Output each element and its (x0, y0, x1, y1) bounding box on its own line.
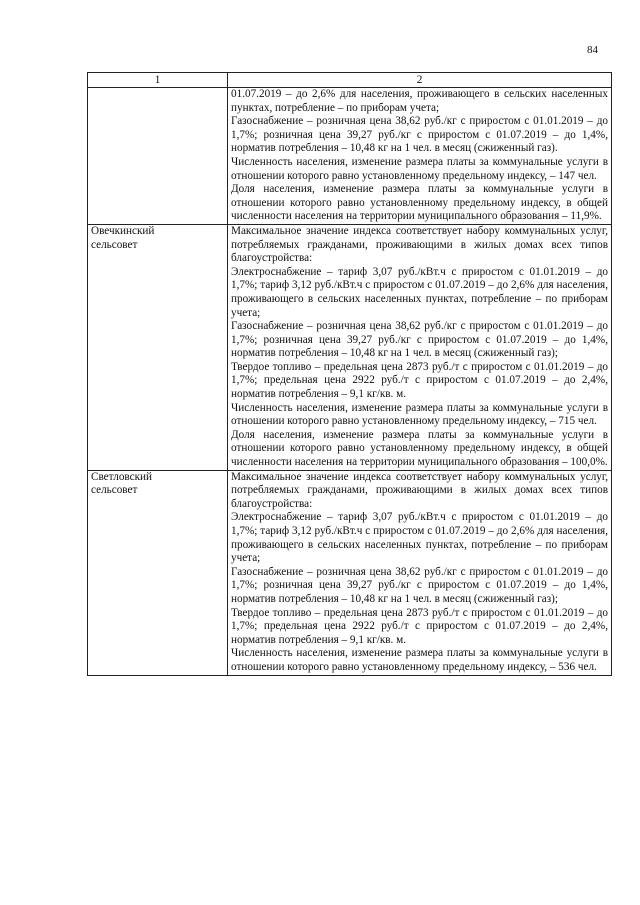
paragraph: Доля населения, изменение размера платы за коммунальные услуги в отношении которого равно установленному предельному индексу, в общей численности населения на территории муниципального образования – 100,0%. (231, 428, 608, 469)
paragraph: Газоснабжение – розничная цена 38,62 руб./кг с приростом с 01.01.2019 – до 1,7%; розничная цена 39,27 руб./кг с приростом с 01.07.2019 – до 1,4%, норматив потребления – 10,48 кг на 1 чел. в месяц (сжиженный газ); (231, 565, 608, 605)
municipality-cell (88, 88, 228, 225)
paragraph: Твердое топливо – предельная цена 2873 руб./т с приростом с 01.01.2019 – до 1,7%; предельная цена 2922 руб./т с приростом с 01.07.2019 – до 2,4%, норматив потребления – 9,1 кг/кв. м. (231, 606, 608, 646)
paragraph: Численность населения, изменение размера платы за коммунальные услуги в отношении которого равно установленному предельному индексу, – 715 чел. (231, 401, 608, 428)
paragraph: Максимальное значение индекса соответствует набору коммунальных услуг, потребляемых гражданами, проживающими в жилых домах всех типов благоустройства: (231, 224, 608, 265)
column-header-2: 2 (228, 73, 612, 88)
paragraph: Твердое топливо – предельная цена 2873 руб./т с приростом с 01.01.2019 – до 1,7%; предельная цена 2922 руб./т с приростом с 01.07.2019 – до 2,4%, норматив потребления – 9,1 кг/кв. м. (231, 360, 608, 401)
column-header-1: 1 (88, 73, 228, 88)
paragraph: Численность населения, изменение размера платы за коммунальные услуги в отношении которого равно установленному предельному индексу, – 536 чел. (231, 647, 608, 673)
tariff-table (87, 72, 612, 676)
description-cell (228, 224, 612, 470)
municipality-label: Овечкинский сельсовет (91, 224, 155, 251)
page-number: 84 (587, 44, 598, 56)
paragraph: Максимальное значение индекса соответствует набору коммунальных услуг, потребляемых гражданами, проживающими в жилых домах всех типов благоустройства: (231, 470, 608, 510)
description-cell (228, 88, 612, 225)
paragraph: Электроснабжение – тариф 3,07 руб./кВт.ч с приростом с 01.01.2019 – до 1,7%; тариф 3,12 руб./кВт.ч с приростом с 01.07.2019 – до 2,6% для населения, проживающего в сельских населенных пунктах, потребление – по приборам учета; (231, 265, 608, 319)
paragraph: Численность населения, изменение размера платы за коммунальные услуги в отношении которого равно установленному предельному индексу, – 147 чел. (231, 155, 608, 182)
paragraph: Газоснабжение – розничная цена 38,62 руб./кг с приростом с 01.01.2019 – до 1,7%; розничная цена 39,27 руб./кг с приростом с 01.07.2019 – до 1,4%, норматив потребления – 10,48 кг на 1 чел. в месяц (сжиженный газ). (231, 115, 608, 155)
paragraph: Доля населения, изменение размера платы за коммунальные услуги в отношении которого равно установленному предельному индексу, в общей численности населения на территории муниципального образования – 11,9%. (231, 183, 608, 223)
paragraph: Электроснабжение – тариф 3,07 руб./кВт.ч с приростом с 01.01.2019 – до 1,7%; тариф 3,12 руб./кВт.ч с приростом с 01.07.2019 – до 2,6% для населения, проживающего в сельских населенных пунктах, потребление – по приборам учета; (231, 511, 608, 565)
municipality-cell (88, 224, 228, 470)
table-header-row (88, 73, 612, 88)
municipality-label: Светловский сельсовет (91, 470, 153, 497)
paragraph: 01.07.2019 – до 2,6% для населения, проживающего в сельских населенных пунктах, потребление – по приборам учета; (231, 88, 608, 114)
paragraph: Газоснабжение – розничная цена 38,62 руб./кг с приростом с 01.01.2019 – до 1,7%; розничная цена 39,27 руб./кг с приростом с 01.07.2019 – до 1,4%, норматив потребления – 10,48 кг на 1 чел. в месяц (сжиженный газ); (231, 320, 608, 360)
table-row (88, 470, 612, 675)
description-cell (228, 470, 612, 675)
table-row (88, 224, 612, 470)
table-row (88, 88, 612, 225)
municipality-cell (88, 470, 228, 675)
